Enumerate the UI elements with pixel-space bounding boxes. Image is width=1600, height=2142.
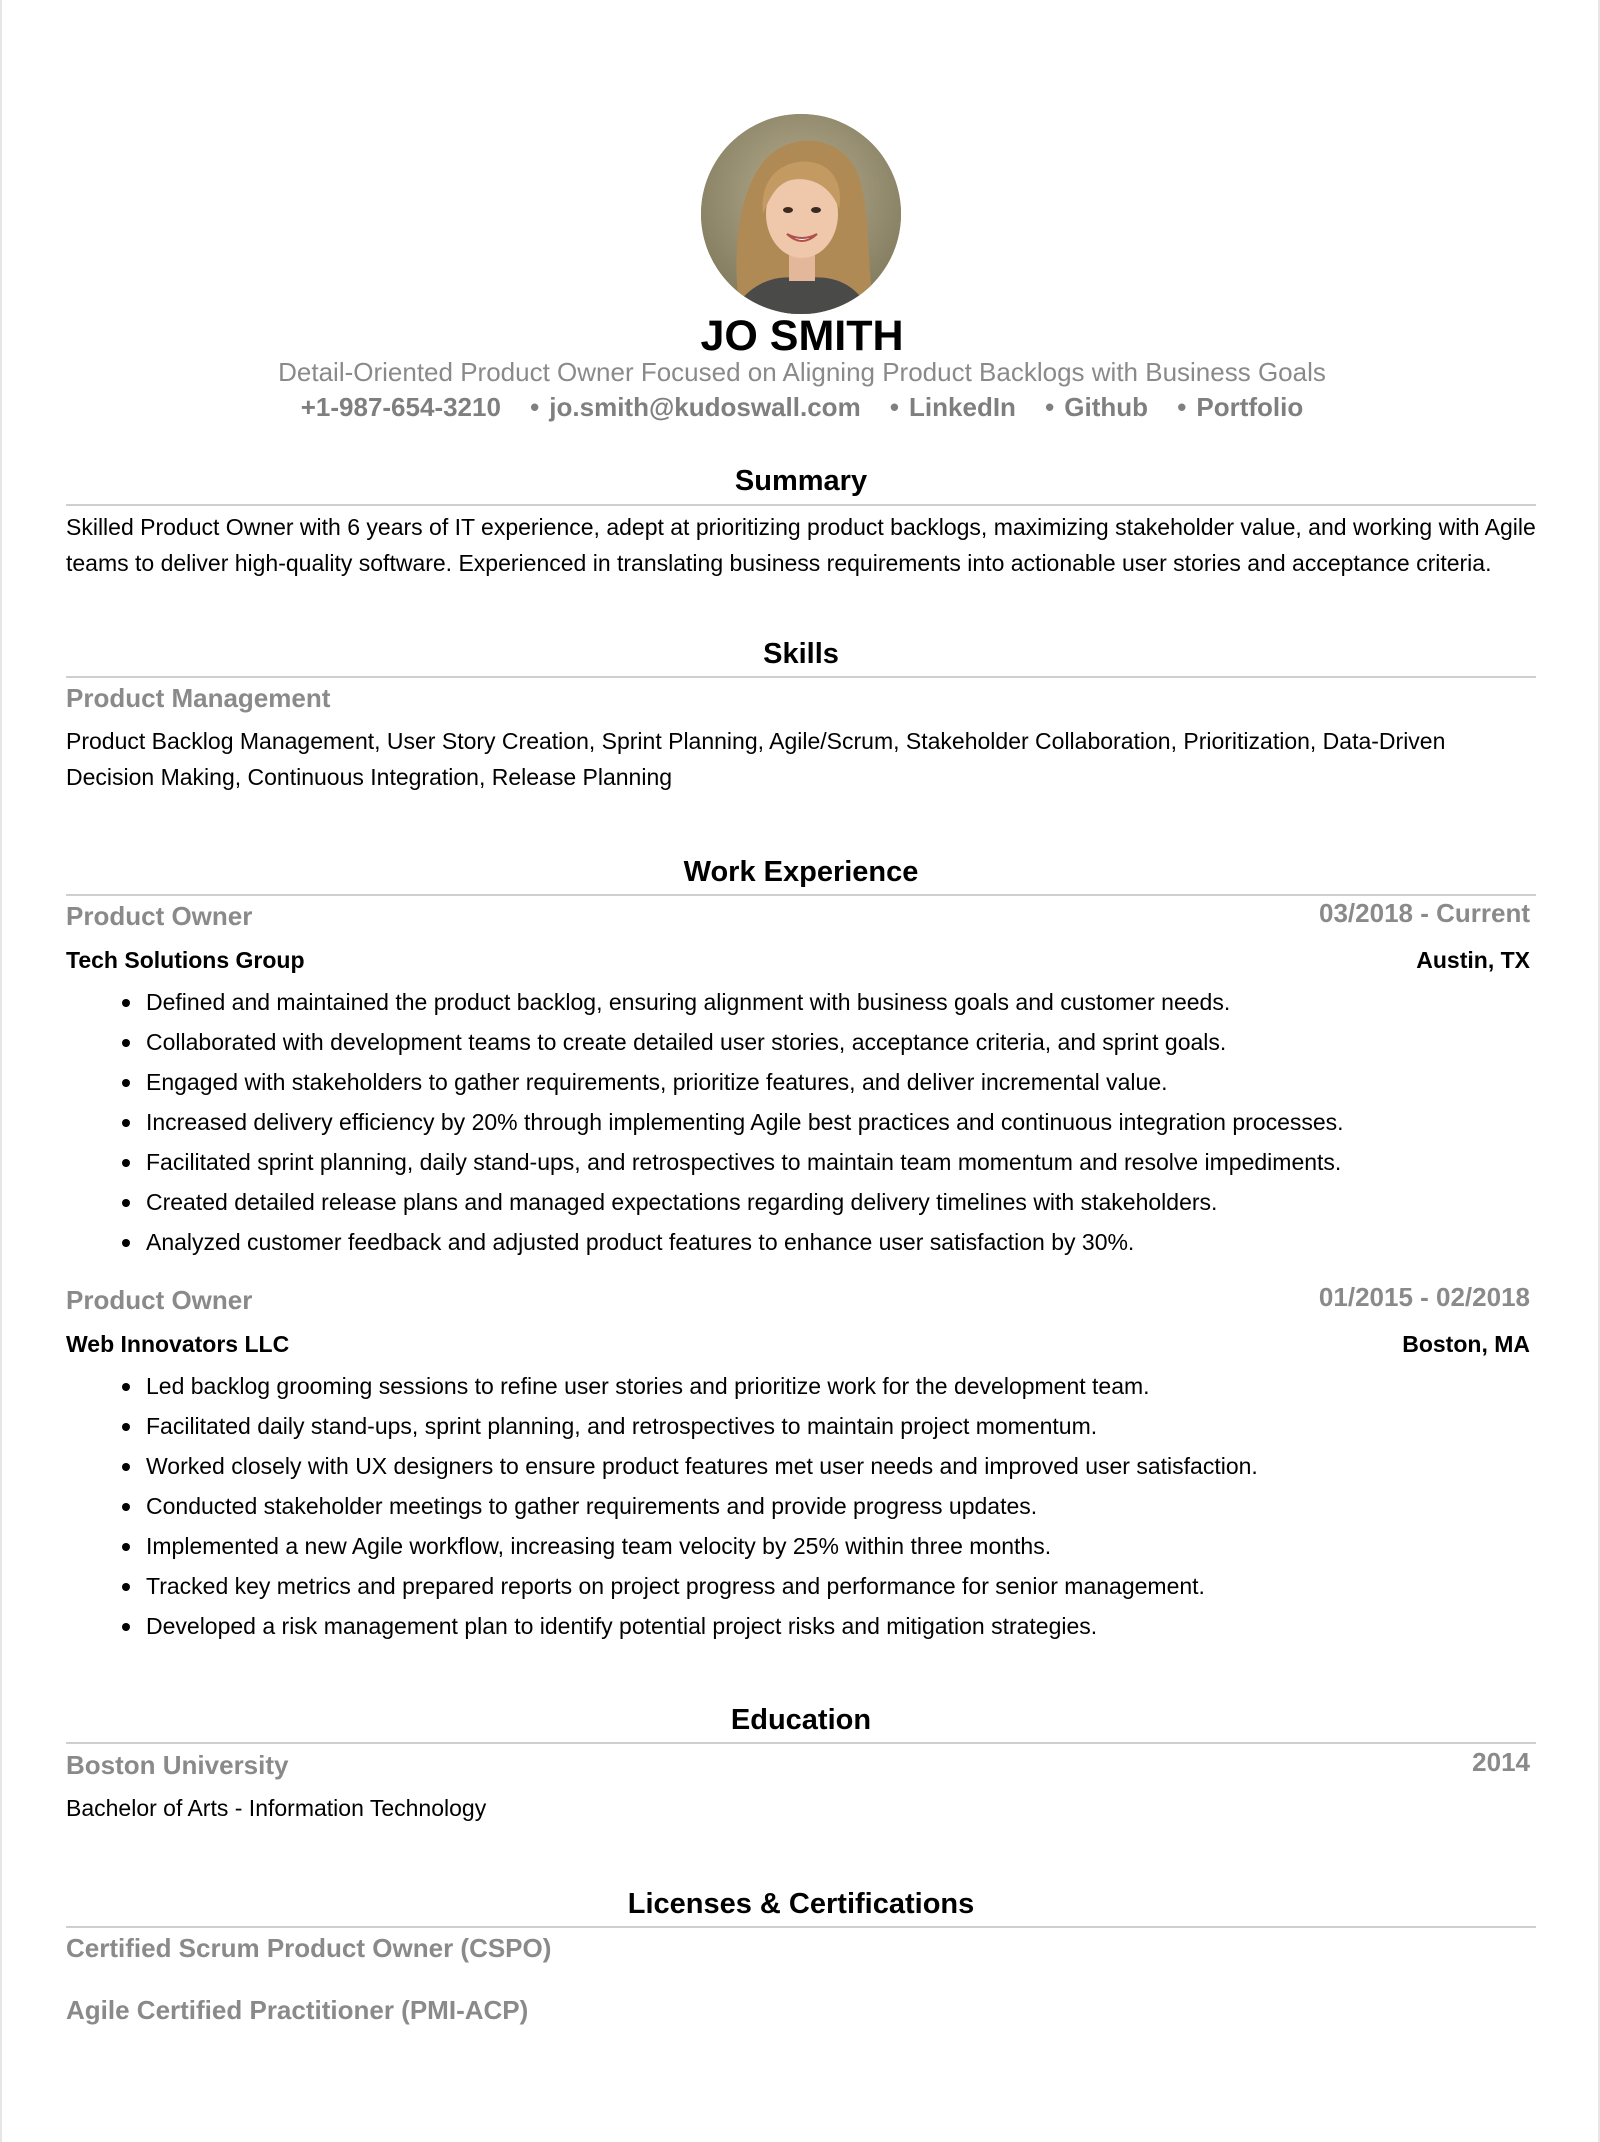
summary-text: Skilled Product Owner with 6 years of IT experience, adept at prioritizing product backlogs, maximizing stakeholder value, and working with Agile teams to deliver high-quality software. Experienced in translating business requirements into actionable user stories and acceptance criteria. xyxy=(66,514,1536,576)
list-item: Implemented a new Agile workflow, increasing team velocity by 25% within three months. xyxy=(146,1526,1536,1566)
graduation-year: 2014 xyxy=(1472,1747,1530,1777)
experience-title: Work Experience xyxy=(683,856,919,888)
list-item: Analyzed customer feedback and adjusted product features to enhance user satisfaction by 30%. xyxy=(146,1222,1536,1262)
list-item: Developed a risk management plan to identify potential project risks and mitigation strategies. xyxy=(146,1606,1536,1646)
job-bullets xyxy=(66,1366,1536,1646)
avatar xyxy=(701,114,901,314)
list-item: Created detailed release plans and managed expectations regarding delivery timelines with stakeholders. xyxy=(146,1182,1536,1222)
list-item: Facilitated daily stand-ups, sprint planning, and retrospectives to maintain project momentum. xyxy=(146,1406,1536,1446)
headline: Detail-Oriented Product Owner Focused on Aligning Product Backlogs with Business Goals xyxy=(278,357,1326,387)
candidate-name: JO SMITH xyxy=(700,312,904,360)
separator-dot: • xyxy=(1177,392,1187,422)
section-divider xyxy=(66,676,1536,678)
skills-title: Skills xyxy=(763,638,839,670)
separator-dot: • xyxy=(530,392,540,422)
list-item: Increased delivery efficiency by 20% through implementing Agile best practices and continuous integration processes. xyxy=(146,1102,1536,1142)
job-location: Austin, TX xyxy=(1416,947,1530,973)
section-divider xyxy=(66,894,1536,896)
list-item: Worked closely with UX designers to ensure product features met user needs and improved user satisfaction. xyxy=(146,1446,1536,1486)
degree: Bachelor of Arts - Information Technology xyxy=(66,1795,487,1821)
section-divider xyxy=(66,1742,1536,1744)
contact-line xyxy=(2,390,1600,424)
portfolio-link[interactable]: Portfolio xyxy=(1196,392,1304,422)
profile-photo xyxy=(701,114,901,314)
job-company: Tech Solutions Group xyxy=(66,947,305,973)
certification-item: Certified Scrum Product Owner (CSPO) xyxy=(66,1933,552,1963)
job-location: Boston, MA xyxy=(1402,1331,1530,1357)
skill-category: Product Management xyxy=(66,683,331,713)
job-role: Product Owner xyxy=(66,901,253,931)
separator-dot: • xyxy=(1045,392,1055,422)
linkedin-link[interactable]: LinkedIn xyxy=(909,392,1016,422)
list-item: Defined and maintained the product backlog, ensuring alignment with business goals and customer needs. xyxy=(146,982,1536,1022)
job-bullets xyxy=(66,982,1536,1262)
school-name: Boston University xyxy=(66,1750,289,1780)
summary-title: Summary xyxy=(734,465,868,497)
job-dates: 01/2015 - 02/2018 xyxy=(1318,1282,1530,1312)
email-link[interactable]: jo.smith@kudoswall.com xyxy=(549,392,861,422)
skills-list: Product Backlog Management, User Story Creation, Sprint Planning, Agile/Scrum, Stakeholder Collaboration, Prioritization, Data-Driven Decision Making, Continuous Integration, Release Planning xyxy=(66,728,1446,790)
job-role: Product Owner xyxy=(66,1285,253,1315)
list-item: Conducted stakeholder meetings to gather requirements and provide progress updates. xyxy=(146,1486,1536,1526)
list-item: Engaged with stakeholders to gather requirements, prioritize features, and deliver incremental value. xyxy=(146,1062,1536,1102)
certification-item: Agile Certified Practitioner (PMI-ACP) xyxy=(66,1995,529,2025)
list-item: Tracked key metrics and prepared reports on project progress and performance for senior management. xyxy=(146,1566,1536,1606)
github-link[interactable]: Github xyxy=(1064,392,1149,422)
list-item: Facilitated sprint planning, daily stand-ups, and retrospectives to maintain team momentum and resolve impediments. xyxy=(146,1142,1536,1182)
certifications-title: Licenses & Certifications xyxy=(627,1888,975,1920)
list-item: Led backlog grooming sessions to refine user stories and prioritize work for the development team. xyxy=(146,1366,1536,1406)
section-divider xyxy=(66,504,1536,506)
phone: +1-987-654-3210 xyxy=(300,392,501,422)
separator-dot: • xyxy=(889,392,900,422)
job-dates: 03/2018 - Current xyxy=(1319,898,1530,928)
education-title: Education xyxy=(730,1704,872,1736)
list-item: Collaborated with development teams to create detailed user stories, acceptance criteria, and sprint goals. xyxy=(146,1022,1536,1062)
section-divider xyxy=(66,1926,1536,1928)
job-company: Web Innovators LLC xyxy=(66,1331,290,1357)
